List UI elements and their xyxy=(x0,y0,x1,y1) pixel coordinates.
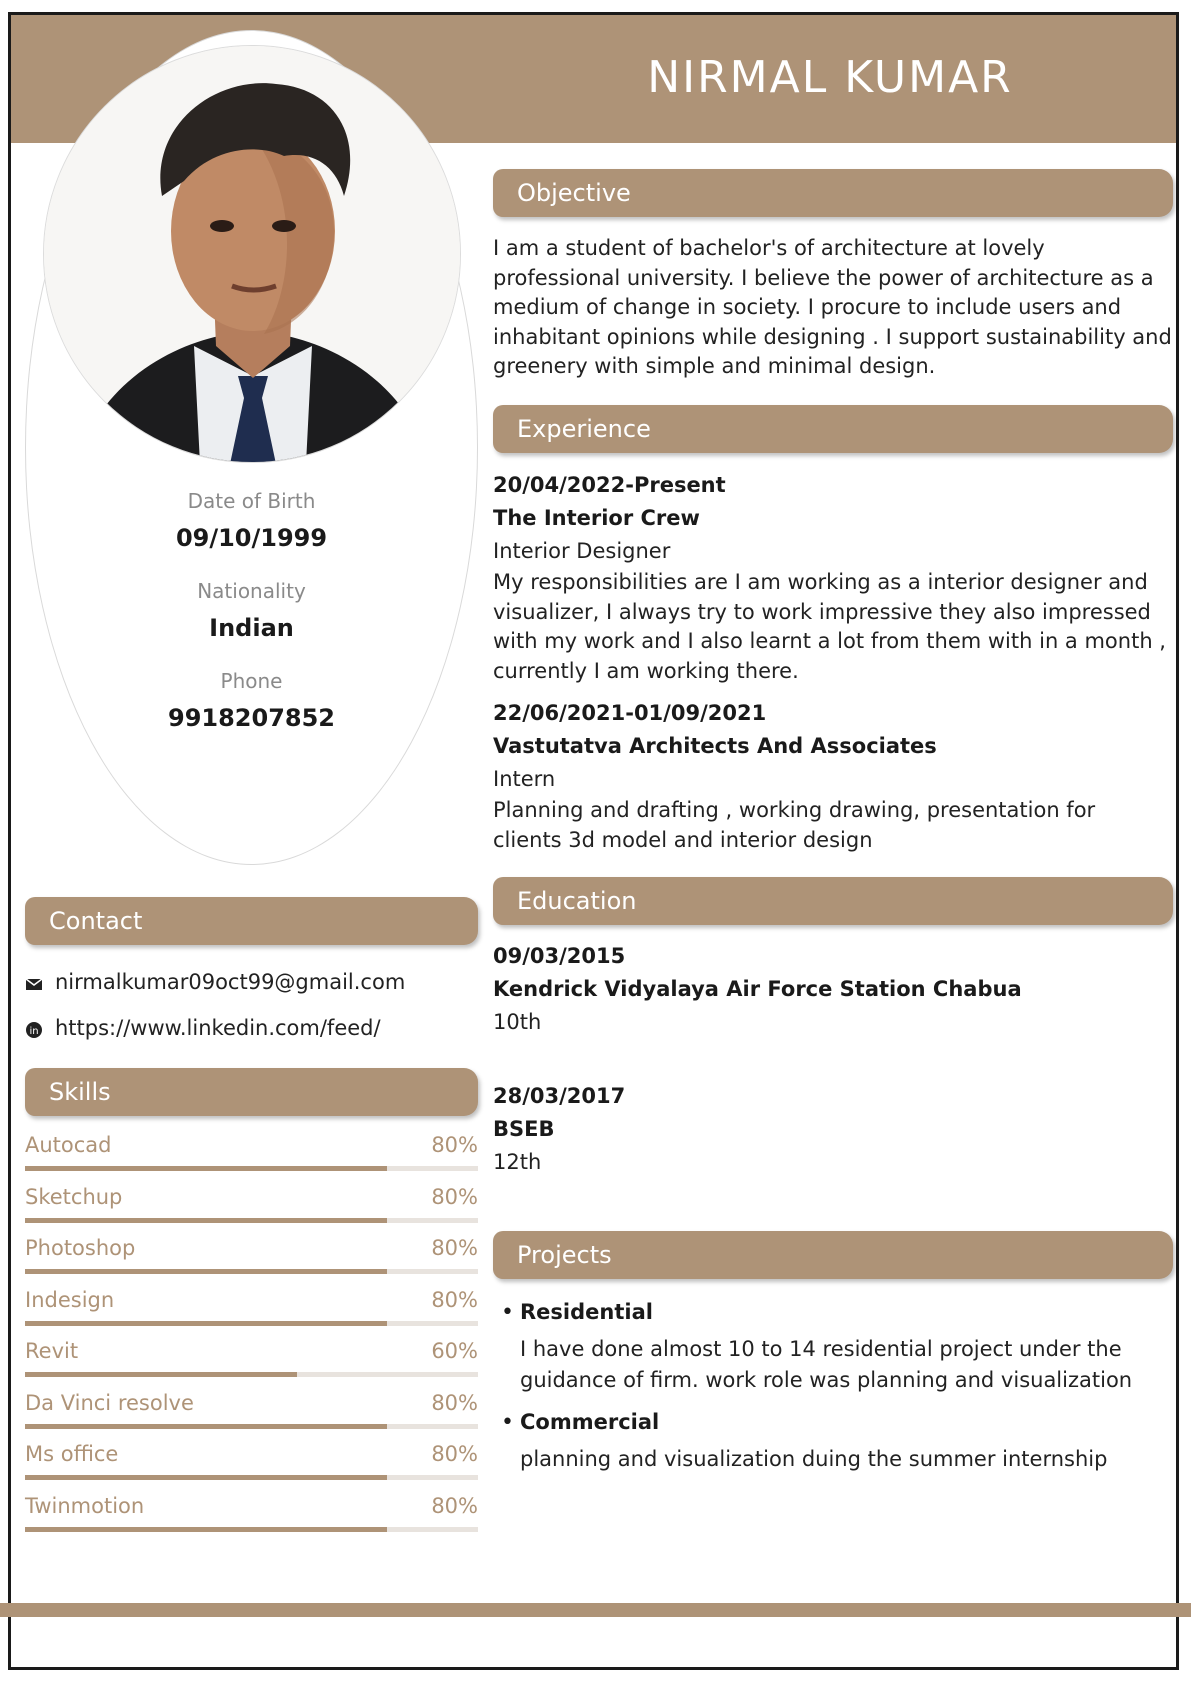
skill-row xyxy=(25,1288,478,1332)
skill-row xyxy=(25,1442,478,1486)
skill-name: Ms office xyxy=(25,1442,119,1466)
footer-band xyxy=(0,1603,1191,1617)
skills-header: Skills xyxy=(25,1068,478,1116)
skill-name: Twinmotion xyxy=(25,1493,145,1518)
experience-header: Experience xyxy=(493,405,1173,453)
skill-row xyxy=(25,1236,478,1280)
skill-name: Indesign xyxy=(25,1287,115,1312)
skill-bar-fill xyxy=(25,1218,387,1223)
skill-bar-fill xyxy=(25,1424,387,1429)
contact-linkedin[interactable] xyxy=(25,1016,381,1040)
edu-1-level: 10th xyxy=(493,1010,542,1034)
portrait-illustration xyxy=(44,46,461,463)
phone-label: Phone xyxy=(220,669,283,693)
skill-bar-fill xyxy=(25,1269,387,1274)
skill-percent: 80% xyxy=(431,1236,478,1260)
job-1-dates: 20/04/2022-Present xyxy=(493,473,726,497)
email-text: nirmalkumar09oct99@gmail.com xyxy=(55,970,406,994)
job-2-org: Vastutatva Architects And Associates xyxy=(493,734,937,758)
job-2-desc: Planning and drafting , working drawing, presentation for clients 3d model and interior design xyxy=(493,798,1096,852)
linkedin-text: https://www.linkedin.com/feed/ xyxy=(55,1016,381,1040)
skill-bar-fill xyxy=(25,1321,387,1326)
contact-header: Contact xyxy=(25,897,478,945)
bullet-icon: • xyxy=(501,1410,514,1435)
skill-bar-track xyxy=(25,1269,478,1274)
skill-name: Revit xyxy=(25,1339,79,1363)
skill-percent: 80% xyxy=(431,1184,478,1209)
skill-percent: 80% xyxy=(431,1133,478,1157)
objective-text: I am a student of bachelor's of architecture at lovely professional university. I believe the power of architecture as a medium of change in society. I procure to include users and inhabitant opinions while designing . I support sustainability and greenery with simple and minimal design. xyxy=(493,236,1172,378)
skill-row xyxy=(25,1339,478,1383)
skill-bar-fill xyxy=(25,1166,387,1171)
project-2-title: Commercial xyxy=(520,1410,660,1434)
skill-row xyxy=(25,1133,478,1177)
skill-name: Sketchup xyxy=(25,1184,123,1209)
nationality-value: Indian xyxy=(209,614,294,642)
skill-bar-track xyxy=(25,1475,478,1480)
edu-1-school: Kendrick Vidyalaya Air Force Station Chabua xyxy=(493,977,1022,1001)
email-icon xyxy=(25,974,43,992)
skill-row xyxy=(25,1185,478,1229)
dob-value: 09/10/1999 xyxy=(175,524,328,552)
skill-bar-fill xyxy=(25,1475,387,1480)
bullet-icon: • xyxy=(501,1300,514,1325)
profile-photo xyxy=(43,45,461,463)
edu-2-level: 12th xyxy=(493,1150,542,1174)
objective-header: Objective xyxy=(493,169,1173,217)
job-1-role: Interior Designer xyxy=(493,539,671,563)
skill-bar-track xyxy=(25,1321,478,1326)
skill-name: Photoshop xyxy=(25,1236,136,1260)
edu-1-date: 09/03/2015 xyxy=(493,944,626,968)
svg-text:in: in xyxy=(29,1026,39,1037)
job-1-org: The Interior Crew xyxy=(493,506,700,530)
project-1-title: Residential xyxy=(520,1300,653,1324)
projects-header: Projects xyxy=(493,1231,1173,1279)
edu-2-school: BSEB xyxy=(493,1117,555,1141)
linkedin-icon xyxy=(25,1020,43,1038)
skill-percent: 80% xyxy=(431,1287,478,1312)
contact-email[interactable] xyxy=(25,970,405,994)
skill-bar-track xyxy=(25,1372,478,1377)
skill-percent: 60% xyxy=(431,1339,478,1363)
skill-bar-track xyxy=(25,1166,478,1171)
skill-percent: 80% xyxy=(431,1390,478,1415)
skill-bar-track xyxy=(25,1527,478,1532)
candidate-name: NIRMAL KUMAR xyxy=(647,52,1013,103)
project-2-desc: planning and visualization duing the summer internship xyxy=(520,1447,1108,1471)
skill-bar-fill xyxy=(25,1372,297,1377)
project-1-desc: I have done almost 10 to 14 residential project under the guidance of firm. work role was planning and visualization xyxy=(520,1337,1133,1392)
phone-value: 9918207852 xyxy=(168,704,335,732)
education-header: Education xyxy=(493,877,1173,925)
skill-bar-track xyxy=(25,1218,478,1223)
skill-row xyxy=(25,1391,478,1435)
dob-label: Date of Birth xyxy=(187,489,316,513)
job-1-desc: My responsibilities are I am working as a interior designer and visualizer, I always try to work impressive they also impressed with my work and I also learnt a lot from them with in a month , currently I am working there. xyxy=(493,570,1166,683)
skill-percent: 80% xyxy=(431,1442,478,1466)
skill-percent: 80% xyxy=(431,1493,478,1518)
skill-bar-track xyxy=(25,1424,478,1429)
nationality-label: Nationality xyxy=(197,579,306,603)
skill-name: Autocad xyxy=(25,1133,112,1157)
edu-2-date: 28/03/2017 xyxy=(493,1084,626,1108)
job-2-dates: 22/06/2021-01/09/2021 xyxy=(493,701,767,725)
job-2-role: Intern xyxy=(493,767,556,791)
skill-bar-fill xyxy=(25,1527,387,1532)
skill-row xyxy=(25,1494,478,1538)
skill-name: Da Vinci resolve xyxy=(25,1390,194,1415)
